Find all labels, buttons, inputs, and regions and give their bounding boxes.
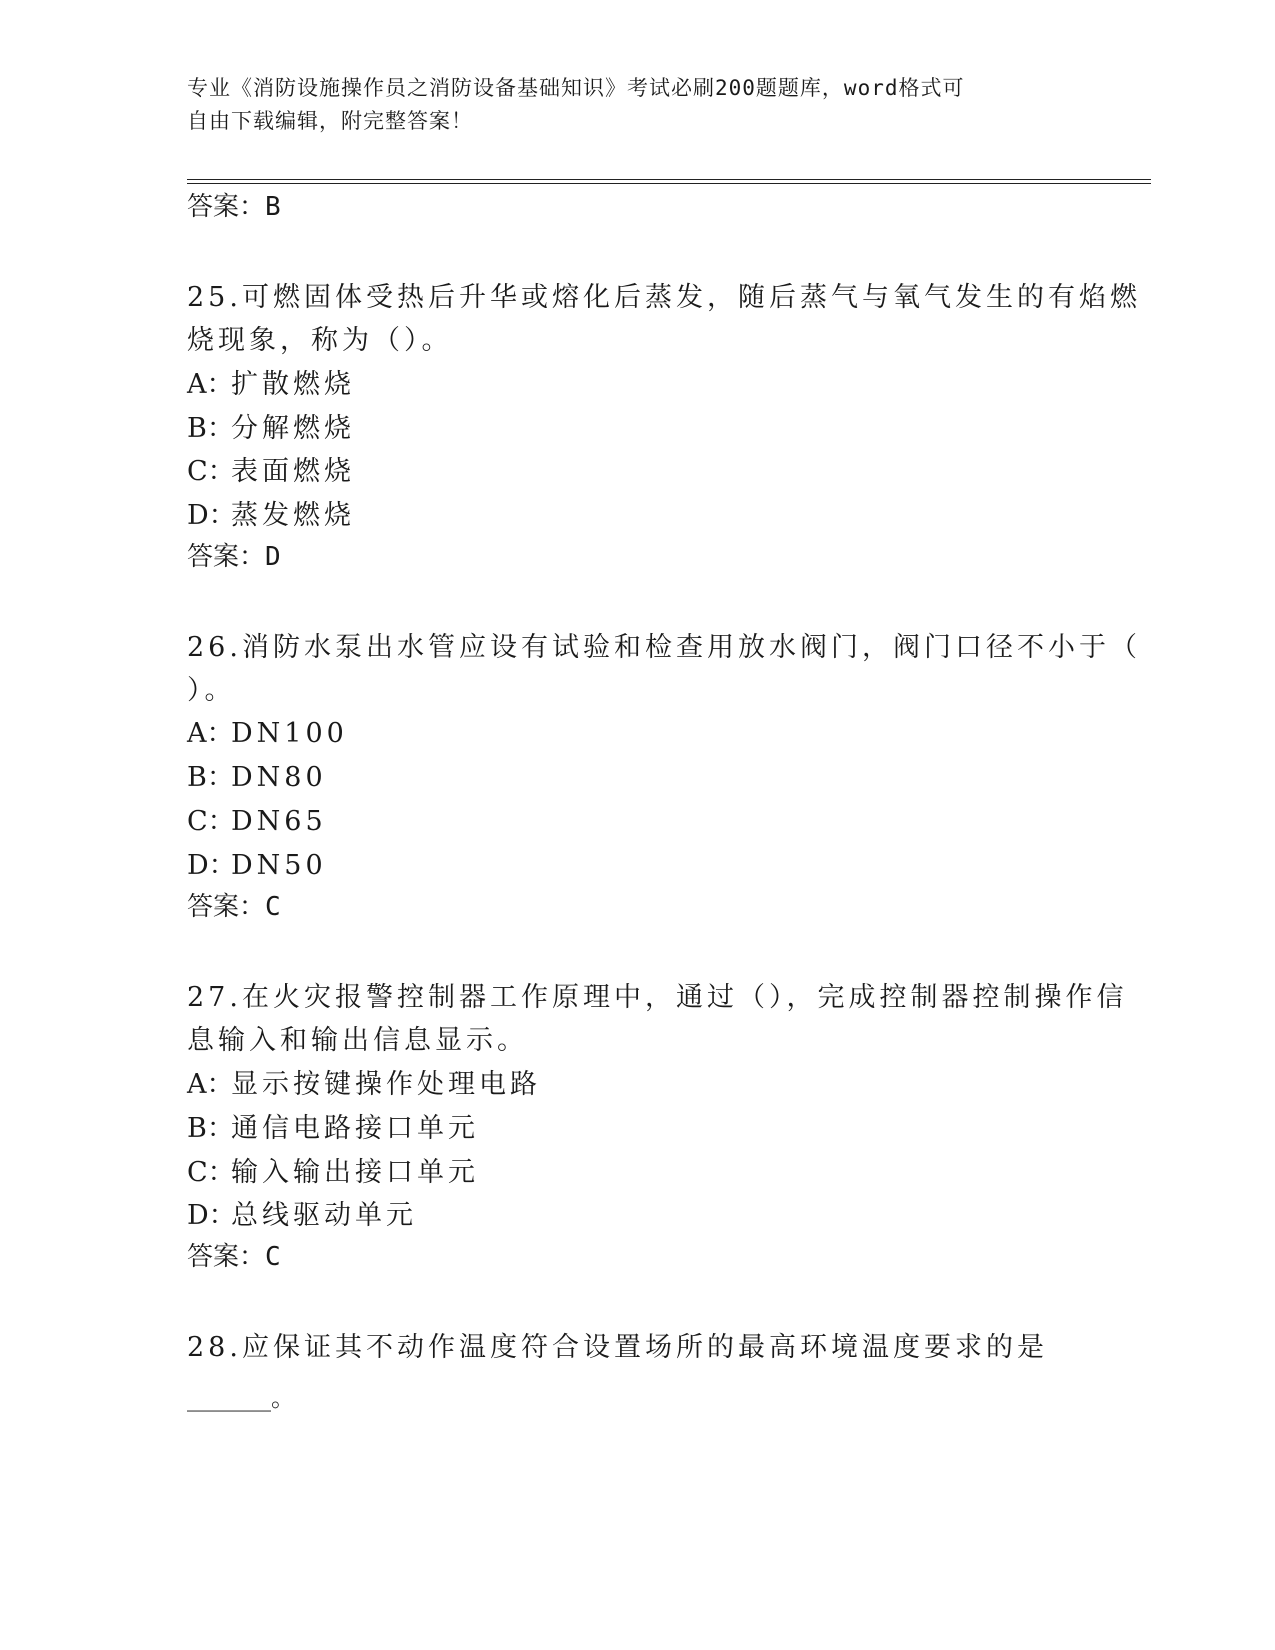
option-text: 表面燃烧 (231, 456, 355, 487)
option-text: 显示按键操作处理电路 (231, 1069, 541, 1100)
question-27-line-1: 27.在火灾报警控制器工作原理中，通过（），完成控制器控制操作信 (187, 982, 1128, 1013)
option-text: 总线驱动单元 (231, 1200, 417, 1231)
question-25-line-2: 烧现象，称为（）。 (187, 325, 453, 356)
option-text: DN100 (231, 718, 348, 749)
question-25-answer: 答案：D (187, 542, 281, 572)
option-key: D： (187, 1200, 236, 1231)
option-text: DN65 (231, 806, 327, 837)
question-27-option-a (187, 1069, 541, 1101)
header-divider-top (187, 179, 1151, 180)
option-key: B： (187, 1113, 234, 1144)
option-text: 输入输出接口单元 (231, 1157, 479, 1188)
question-26-option-b (187, 762, 327, 794)
option-key: A： (187, 1069, 234, 1100)
option-text: 扩散燃烧 (231, 369, 355, 400)
question-26-option-c (187, 806, 327, 838)
question-27-option-d (187, 1200, 417, 1232)
header-line-2: 自由下载编辑，附完整答案！ (187, 109, 473, 133)
option-key: C： (187, 806, 235, 837)
option-key: C： (187, 1157, 235, 1188)
question-25-option-b (187, 413, 355, 445)
option-key: B： (187, 762, 234, 793)
header-divider-bottom (187, 183, 1151, 184)
option-text: DN80 (231, 762, 327, 793)
question-25-option-c (187, 456, 355, 488)
option-key: A： (187, 718, 234, 749)
option-key: D： (187, 850, 236, 881)
question-28-line-2: _______。 (187, 1384, 295, 1412)
document-header (187, 72, 1087, 138)
question-27-option-b (187, 1113, 479, 1145)
question-26-answer: 答案：C (187, 892, 281, 922)
question-27-line-2: 息输入和输出信息显示。 (187, 1025, 528, 1056)
question-25-line-1: 25.可燃固体受热后升华或熔化后蒸发，随后蒸气与氧气发生的有焰燃 (187, 282, 1141, 313)
question-25-option-d (187, 500, 355, 532)
question-28-line-1: 28.应保证其不动作温度符合设置场所的最高环境温度要求的是 (187, 1332, 1048, 1363)
option-text: 蒸发燃烧 (231, 500, 355, 531)
option-key: B： (187, 413, 234, 444)
option-key: D： (187, 500, 236, 531)
option-key: C： (187, 456, 235, 487)
header-line-1: 专业《消防设施操作员之消防设备基础知识》考试必刷200题题库，word格式可 (187, 76, 965, 100)
question-26-option-a (187, 718, 348, 750)
option-key: A： (187, 369, 234, 400)
question-26-line-1: 26.消防水泵出水管应设有试验和检查用放水阀门，阀门口径不小于（ (187, 632, 1141, 663)
answer-prev: 答案：B (187, 192, 281, 222)
option-text: 分解燃烧 (231, 413, 355, 444)
question-26-option-d (187, 850, 327, 882)
option-text: DN50 (231, 850, 327, 881)
question-25-option-a (187, 369, 355, 401)
option-text: 通信电路接口单元 (231, 1113, 479, 1144)
question-26-line-2: ）。 (187, 675, 236, 706)
question-27-option-c (187, 1157, 479, 1189)
question-27-answer: 答案：C (187, 1242, 281, 1272)
